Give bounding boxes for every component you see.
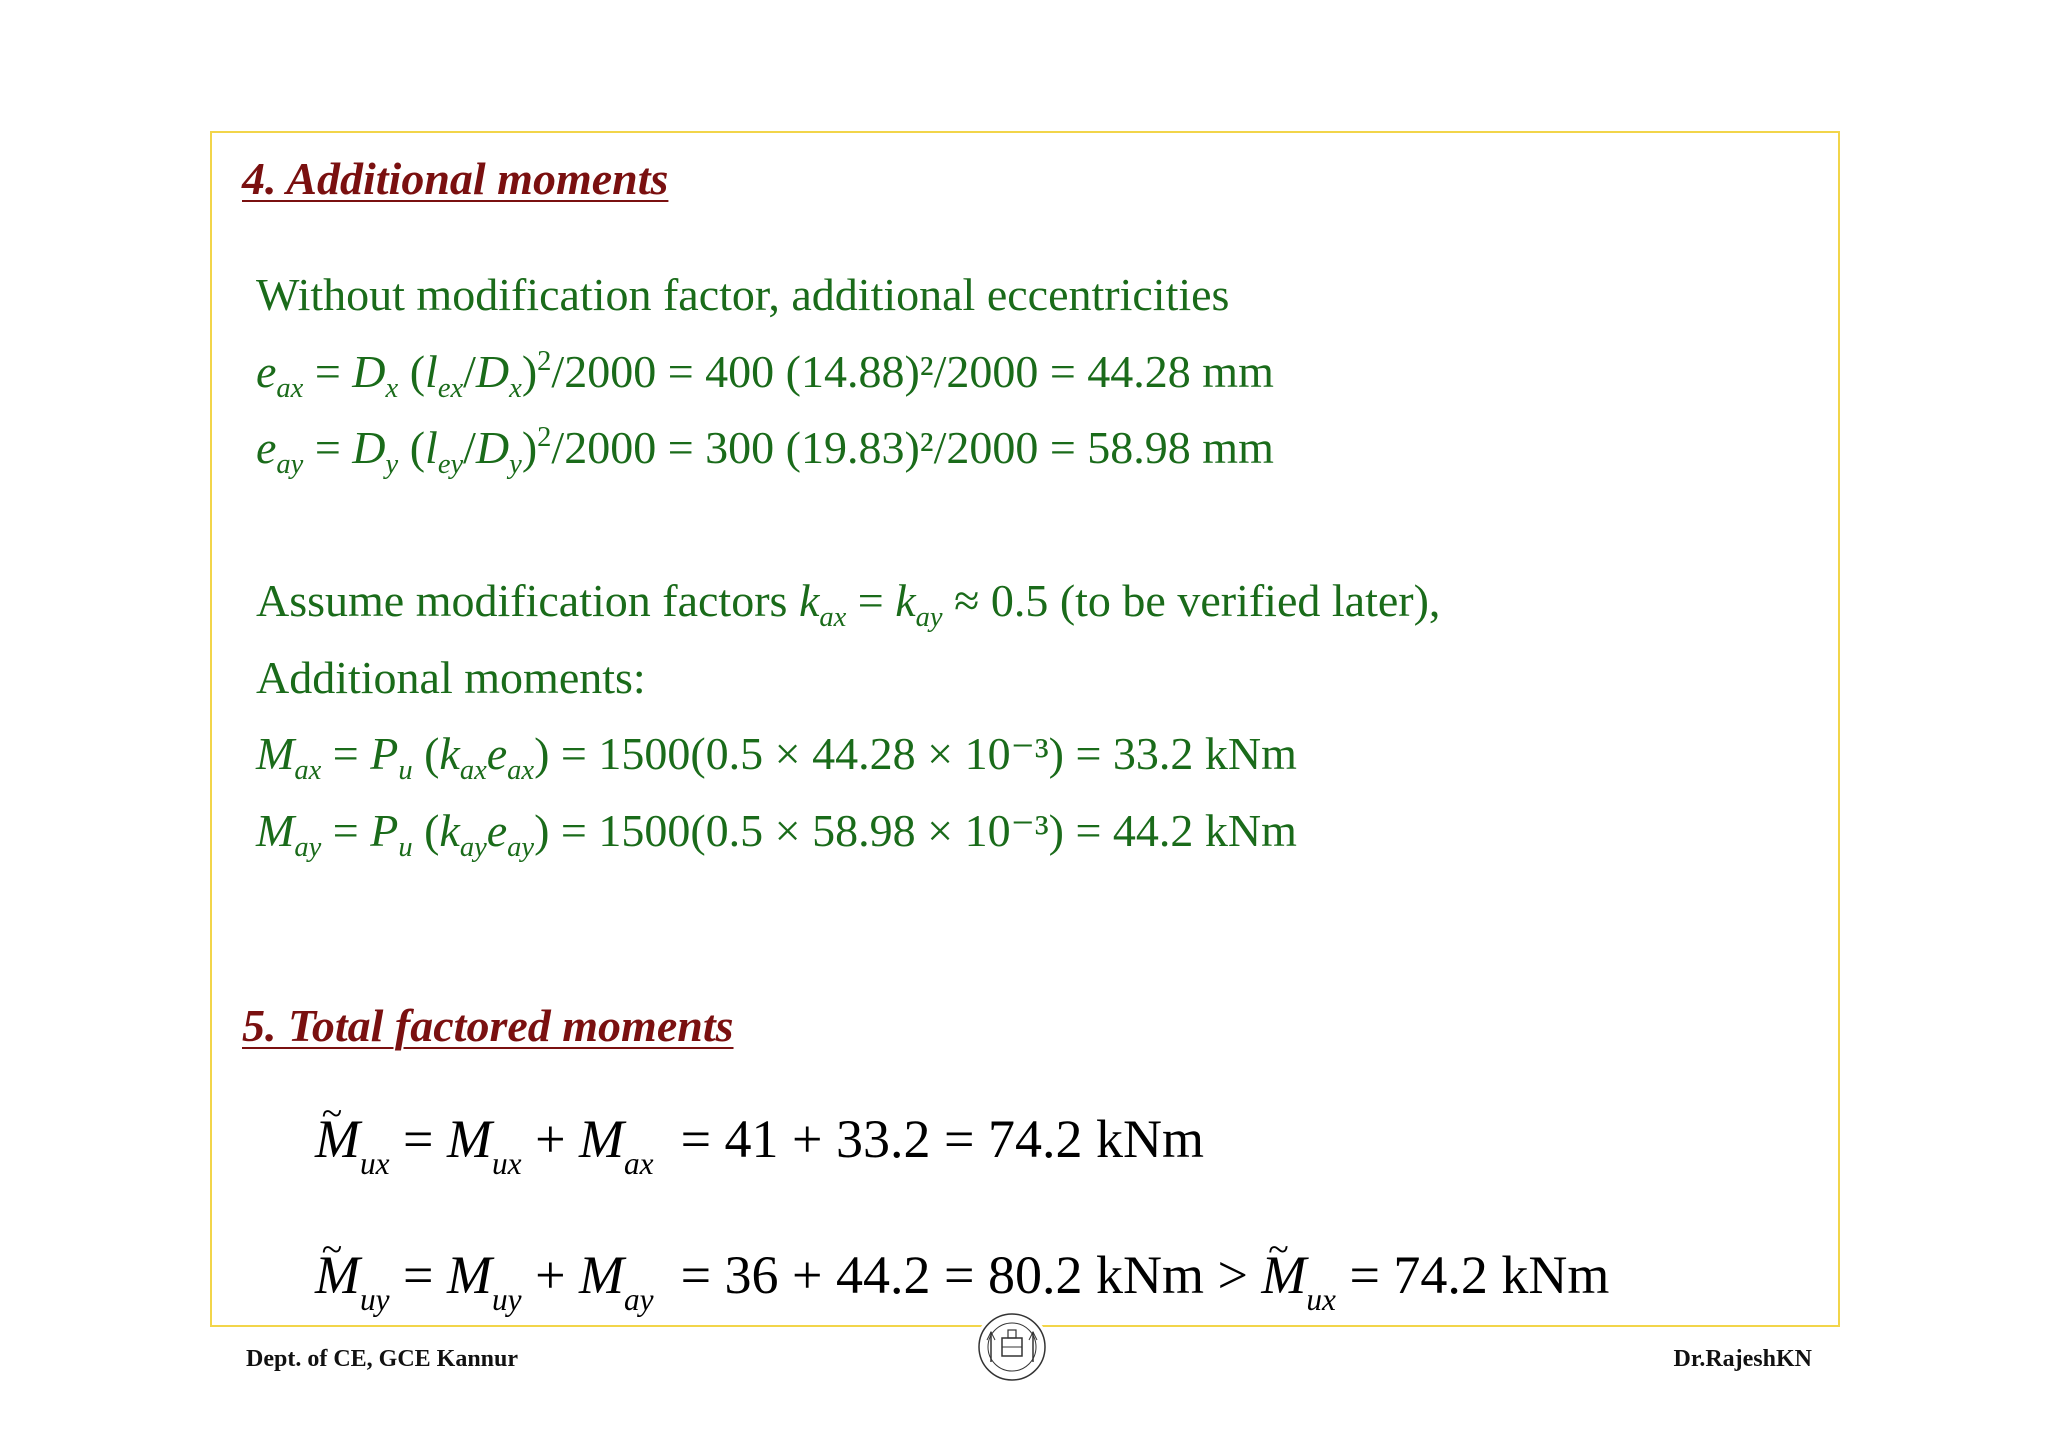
footer-department: Dept. of CE, GCE Kannur — [246, 1346, 519, 1372]
may-equation: $M_{ay} = P_u$ $(k_{ay}e_{ay}) = 1500(0.5 \times 58.98 \times 10^{-3}) = 44.2$ kNm — [256, 805, 1297, 863]
muy-total-equation: ~ $M_{uy} = M_{uy} + M_{ay} = 36 + 44.2 = 80.2$ kNm > ~ $M_{ux} = 74.2$ kNm — [315, 1248, 1609, 1302]
muy-result: = 36 + 44.2 = 80.2 kNm > — [680, 1245, 1248, 1305]
college-seal-icon — [975, 1310, 1049, 1384]
assume-prefix: Assume modification factors — [256, 575, 799, 626]
footer-author: Dr.RajeshKN — [1673, 1346, 1812, 1372]
eay-equation: $e_{ay} = D_y$ $(l_{ey}/D_y)^2/2000 = 300$ (19.83)²/2000 = 58.98 mm — [256, 421, 1274, 480]
assume-factors-line: Assume modification factors $k_{ax} = k_{ay} \approx 0.5$ (to be verified later), — [256, 575, 1441, 633]
intro-text: Without modification factor, additional eccentricities — [256, 269, 1230, 320]
mux-total-equation: ~ $M_{ux} = M_{ux} + M_{ax} = 41 + 33.2 = 74.2$ kNm — [315, 1112, 1204, 1166]
max-result: 1500(0.5 × 44.28 × 10⁻³) = 33.2 kNm — [598, 728, 1297, 779]
section-4-heading: 4. Additional moments — [242, 153, 669, 204]
mux-result: = 41 + 33.2 = 74.2 kNm — [680, 1109, 1204, 1169]
assume-value: ≈ 0.5 (to be verified later), — [942, 575, 1441, 626]
section-5-heading: 5. Total factored moments — [242, 1000, 734, 1051]
may-result: 1500(0.5 × 58.98 × 10⁻³) = 44.2 kNm — [598, 805, 1297, 856]
eax-equation: $e_{ax} = D_x$ $(l_{ex}/D_x)^2/2000 = 400$ (14.88)²/2000 = 44.28 mm — [256, 345, 1274, 404]
muy-compare-result: = 74.2 kNm — [1349, 1245, 1610, 1305]
additional-moments-label: Additional moments: — [256, 652, 646, 703]
eay-result: 300 (19.83)²/2000 = 58.98 mm — [705, 422, 1274, 473]
max-equation: $M_{ax} = P_u$ $(k_{ax}e_{ax}) = 1500(0.5 \times 44.28 \times 10^{-3}) = 33.2$ kNm — [256, 728, 1297, 786]
eax-result: 400 (14.88)²/2000 = 44.28 mm — [705, 346, 1274, 397]
